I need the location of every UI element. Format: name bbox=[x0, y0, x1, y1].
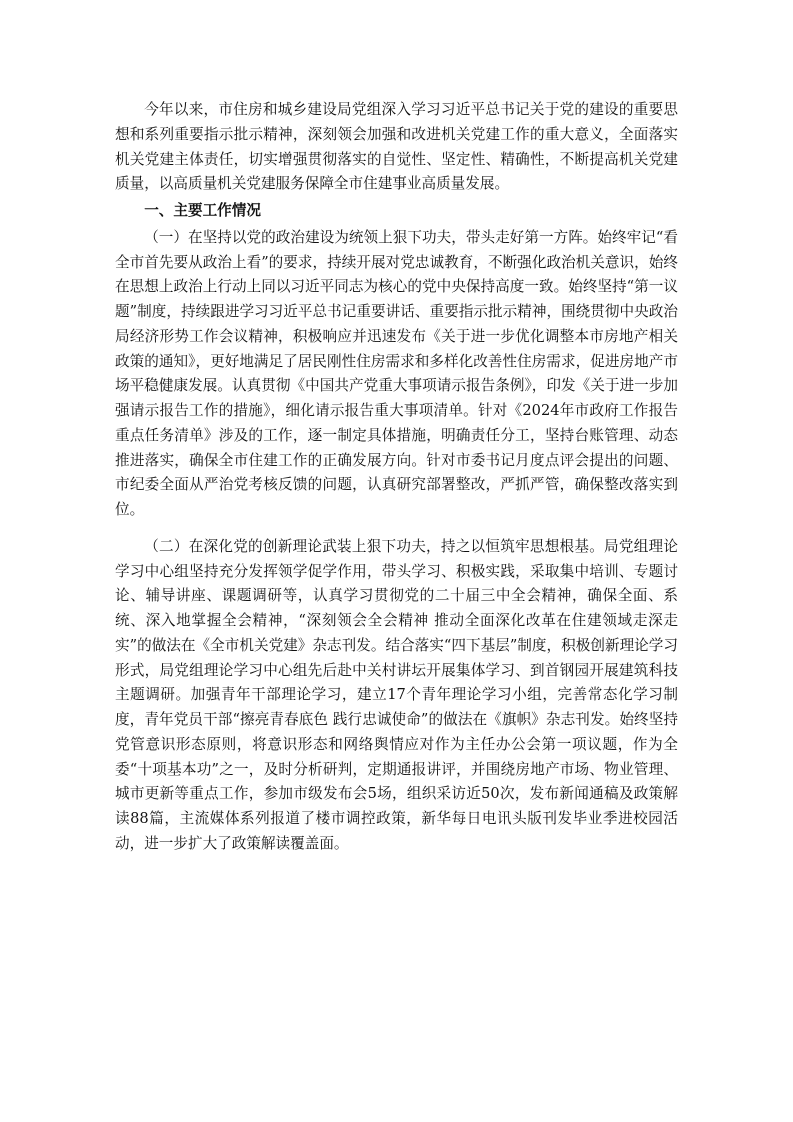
intro-paragraph: 今年以来，市住房和城乡建设局党组深入学习习近平总书记关于党的建设的重要思想和系列重要指示批示精神，深刻领会加强和改进机关党建工作的重大意义，全面落实机关党建主体责任，切实增强贯彻落实的自觉性、坚定性、精确性，不断提高机关党建质量，以高质量机关党建服务保障全市住建事业高质量发展。 bbox=[115, 101, 678, 193]
section-heading: 一、主要工作情况 bbox=[144, 202, 261, 219]
paragraph-2: （二）在深化党的创新理论武装上狠下功夫，持之以恒筑牢思想根基。局党组理论学习中心组坚持充分发挥领学促学作用，带头学习、积极实践，采取集中培训、专题讨论、辅导讲座、课题调研等，认真学习贯彻党的二十届三中全会精神，确保全面、系统、深入地掌握全会精神，“深刻领会全会精神 推动全面深化改革在住建领域走深走实”的做法在《全市机关党建》杂志刊发。结合落实“四下基层”制度，积极创新理论学习形式，局党组理论学习中心组先后赴中关村讲坛开展集体学习、到首钢园开展建筑科技主题调研。加强青年干部理论学习，建立17个青年理论学习小组，完善常态化学习制度，青年党员干部“擦亮青春底色 践行忠诚使命”的做法在《旗帜》杂志刊发。始终坚持党管意识形态原则，将意识形态和网络舆情应对作为主任办公会第一项议题，作为全委“十项基本功”之一，及时分析研判，定期通报讲评，并围绕房地产市场、物业管理、城市更新等重点工作，参加市级发布会5场，组织采访近50次，发布新闻通稿及政策解读88篇，主流媒体系列报道了楼市调控政策，新华每日电讯头版刊发毕业季进校园活动，进一步扩大了政策解读覆盖面。 bbox=[115, 537, 678, 852]
document-body bbox=[115, 98, 678, 869]
paragraph-1: （一）在坚持以党的政治建设为统领上狠下功夫，带头走好第一方阵。始终牢记“看全市首先要从政治上看”的要求，持续开展对党忠诚教育，不断强化政治机关意识，始终在思想上政治上行动上同以习近平同志为核心的党中央保持高度一致。始终坚持“第一议题”制度，持续跟进学习习近平总书记重要讲话、重要指示批示精神，围绕贯彻中央政治局经济形势工作会议精神，积极响应并迅速发布《关于进一步优化调整本市房地产相关政策的通知》，更好地满足了居民刚性住房需求和多样化改善性住房需求，促进房地产市场平稳健康发展。认真贯彻《中国共产党重大事项请示报告条例》，印发《关于进一步加强请示报告工作的措施》，细化请示报告重大事项清单。针对《2024年市政府工作报告重点任务清单》涉及的工作，逐一制定具体措施，明确责任分工，坚持台账管理、动态推进落实，确保全市住建工作的正确发展方向。针对市委书记月度点评会提出的问题、市纪委全面从严治党考核反馈的问题，认真研究部署整改，严抓严管，确保整改落实到位。 bbox=[115, 228, 678, 518]
